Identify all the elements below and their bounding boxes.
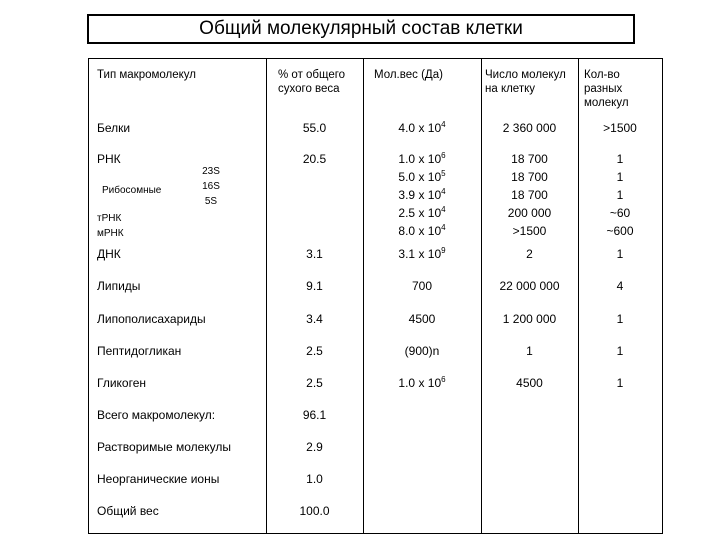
row-count: 4500: [516, 376, 543, 390]
rna-counts: [481, 150, 578, 240]
rna-ribosomal-label: Рибосомные: [102, 185, 162, 196]
rna-subtype: 5S: [204, 196, 218, 207]
row-molweight: 4500: [408, 312, 436, 326]
row-count: 1: [526, 344, 533, 358]
row-name: Липиды: [97, 279, 141, 293]
total-name: Растворимые молекулы: [97, 440, 232, 454]
row-name: ДНК: [97, 247, 121, 261]
row-kinds: 4: [616, 279, 624, 293]
rna-kind: 1: [616, 188, 624, 202]
total-name: Всего макромолекул:: [97, 408, 216, 422]
row-kinds: 1: [616, 247, 624, 261]
rna-subtypes: [196, 164, 226, 209]
table-border-bottom: [88, 533, 663, 534]
table-border-left: [88, 58, 89, 534]
row-molweight: 700: [411, 279, 433, 293]
header-molweight: Мол.вес (Да): [374, 69, 443, 81]
row-percent: 2.5: [306, 344, 323, 358]
table-border-top: [88, 58, 663, 59]
row-name: Пептидогликан: [97, 344, 182, 358]
row-count: 1 200 000: [502, 312, 557, 326]
row-name: Гликоген: [97, 376, 147, 390]
rna-molweight: 1.0 x $10^6$: [398, 151, 446, 166]
row-molweight: (900)n: [404, 344, 440, 358]
rna-kinds: [578, 150, 662, 240]
row-name-proteins: Белки: [97, 121, 131, 135]
rna-molweight: 2.5 x $10^4$: [398, 205, 446, 220]
header-kinds: Кол-во разных молекул: [584, 69, 629, 109]
rna-count: 18 700: [511, 188, 548, 202]
rna-kind: 1: [616, 152, 624, 166]
row-count: 2: [526, 247, 533, 261]
rna-mrna-label: мРНК: [97, 228, 124, 239]
rna-subtype: 23S: [202, 166, 220, 177]
rna-kind: ~600: [606, 224, 634, 238]
total-percent: 100.0: [299, 504, 330, 518]
proteins-count: 2 360 000: [502, 121, 557, 135]
rna-molweight: 8.0 x $10^4$: [398, 223, 446, 238]
row-percent: 3.4: [306, 312, 323, 326]
total-name: Неорганические ионы: [97, 472, 220, 486]
rna-molweight: 3.9 x $10^4$: [398, 187, 446, 202]
total-percent: 1.0: [306, 472, 323, 486]
rna-percent: 20.5: [302, 152, 327, 166]
header-count: Число молекул на клетку: [485, 69, 566, 95]
composition-table: [88, 58, 663, 534]
row-kinds: 1: [616, 344, 624, 358]
total-name: Общий вес: [97, 504, 159, 518]
row-name-rna: РНК: [97, 152, 121, 166]
page-title-text: Общий молекулярный состав клетки: [199, 18, 523, 39]
rna-kind: ~60: [609, 206, 631, 220]
proteins-kinds: >1500: [603, 121, 637, 135]
table-border-right: [662, 58, 663, 534]
rna-molweights: [363, 150, 481, 240]
header-type: Тип макромолекул: [97, 69, 197, 81]
rna-count: 18 700: [511, 152, 548, 166]
row-name: Липополисахариды: [97, 312, 206, 326]
row-kinds: 1: [616, 376, 624, 390]
proteins-percent: 55.0: [302, 121, 327, 135]
row-percent: 2.5: [306, 376, 323, 390]
header-percent: % от общего сухого веса: [278, 69, 346, 95]
row-molweight: 3.1 x $10^9$: [398, 246, 446, 261]
rna-subtype: 16S: [202, 181, 220, 192]
rna-count: 18 700: [511, 170, 548, 184]
row-percent: 9.1: [306, 279, 323, 293]
row-percent: 3.1: [306, 247, 323, 261]
row-count: 22 000 000: [499, 279, 560, 293]
total-percent: 2.9: [306, 440, 323, 454]
rna-kind: 1: [616, 170, 624, 184]
rna-count: >1500: [512, 224, 547, 238]
row-molweight: 1.0 x $10^6$: [398, 375, 446, 390]
page-title: [87, 14, 635, 44]
rna-trna-label: тРНК: [97, 213, 122, 224]
total-percent: 96.1: [302, 408, 327, 422]
rna-molweight: 5.0 x $10^5$: [398, 169, 446, 184]
rna-count: 200 000: [507, 206, 552, 220]
proteins-molweight: 4.0 x $10^4$: [398, 120, 446, 135]
row-kinds: 1: [616, 312, 624, 326]
